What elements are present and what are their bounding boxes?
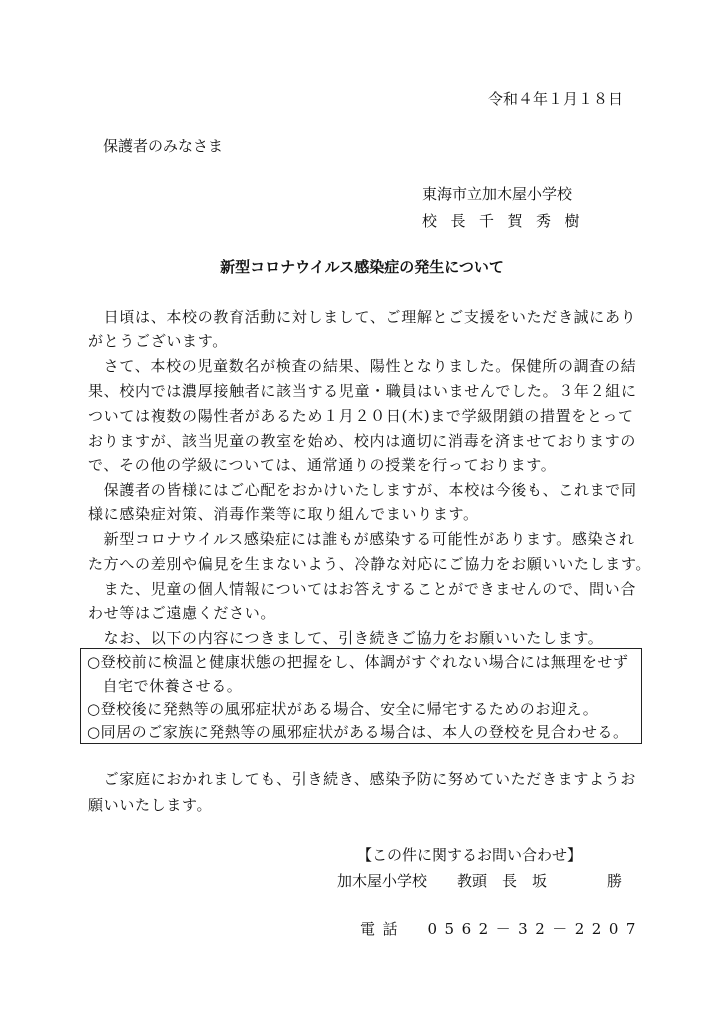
body-line: 新型コロナウイルス感染症には誰もが感染する可能性があります。感染され <box>88 530 635 548</box>
body-line: ついては複数の陽性者があるため１月２０日(木)まで学級閉鎖の措置をとって <box>88 407 634 425</box>
request-item: ○同居のご家族に発熱等の風邪症状がある場合は、本人の登校を見合わせる。 <box>87 723 629 741</box>
issue-date: 令和４年１月１８日 <box>488 90 624 108</box>
body-line: 保護者の皆様にはご心配をおかけいたしますが、本校は今後も、これまで同 <box>88 481 637 499</box>
document-title: 新型コロナウイルス感染症の発生について <box>220 258 504 276</box>
body-line: 様に感染症対策、消毒作業等に取り組んでまいります。 <box>88 505 479 523</box>
body-line: 日頃は、本校の教育活動に対しまして、ご理解とご支援をいただき誠にあり <box>88 308 637 326</box>
requests-box <box>80 648 642 744</box>
contact-heading: 【この件に関するお問い合わせ】 <box>357 846 583 864</box>
contact-person: 加木屋小学校 教頭 長 坂 勝 <box>337 872 623 890</box>
body-line: また、児童の個人情報についてはお答えすることができませんので、問い合 <box>88 580 637 598</box>
body-line: た方への差別や偏見を生まないよう、冷静な対応にご協力をお願いいたします。 <box>88 555 652 573</box>
body-line: おりますが、該当児童の教室を始め、校内は適切に消毒を済ませておりますの <box>88 432 637 450</box>
body-line: なお、以下の内容につきまして、引き続きご協力をお願いいたします。 <box>88 629 604 647</box>
contact-phone: 電話 0562－32－2207 <box>360 920 643 938</box>
request-item: 自宅で休養させる。 <box>87 677 243 695</box>
body-line: さて、本校の児童数名が検査の結果、陽性となりました。保健所の調査の結 <box>88 357 637 375</box>
request-item: ○登校後に発熱等の風邪症状がある場合、安全に帰宅するためのお迎え。 <box>87 700 599 718</box>
closing-line: 願いいたします。 <box>88 796 213 814</box>
body-line: がとうございます。 <box>88 332 228 350</box>
request-item: ○登校前に検温と健康状態の把握をし、体調がすぐれない場合には無理をせず <box>87 653 629 671</box>
principal-name: 校長千賀秀樹 <box>422 212 594 230</box>
body-line: わせ等はご遠慮ください。 <box>88 604 277 622</box>
body-line: 果、校内では濃厚接触者に該当する児童・職員はいませんでした。３年２組に <box>88 382 637 400</box>
body-line: で、その他の学級については、通常通りの授業を行っております。 <box>88 456 557 474</box>
addressee: 保護者のみなさま <box>103 137 224 155</box>
closing-line: ご家庭におかれましても、引き続き、感染予防に努めていただきますようお <box>88 770 637 788</box>
school-name: 東海市立加木屋小学校 <box>422 185 573 203</box>
